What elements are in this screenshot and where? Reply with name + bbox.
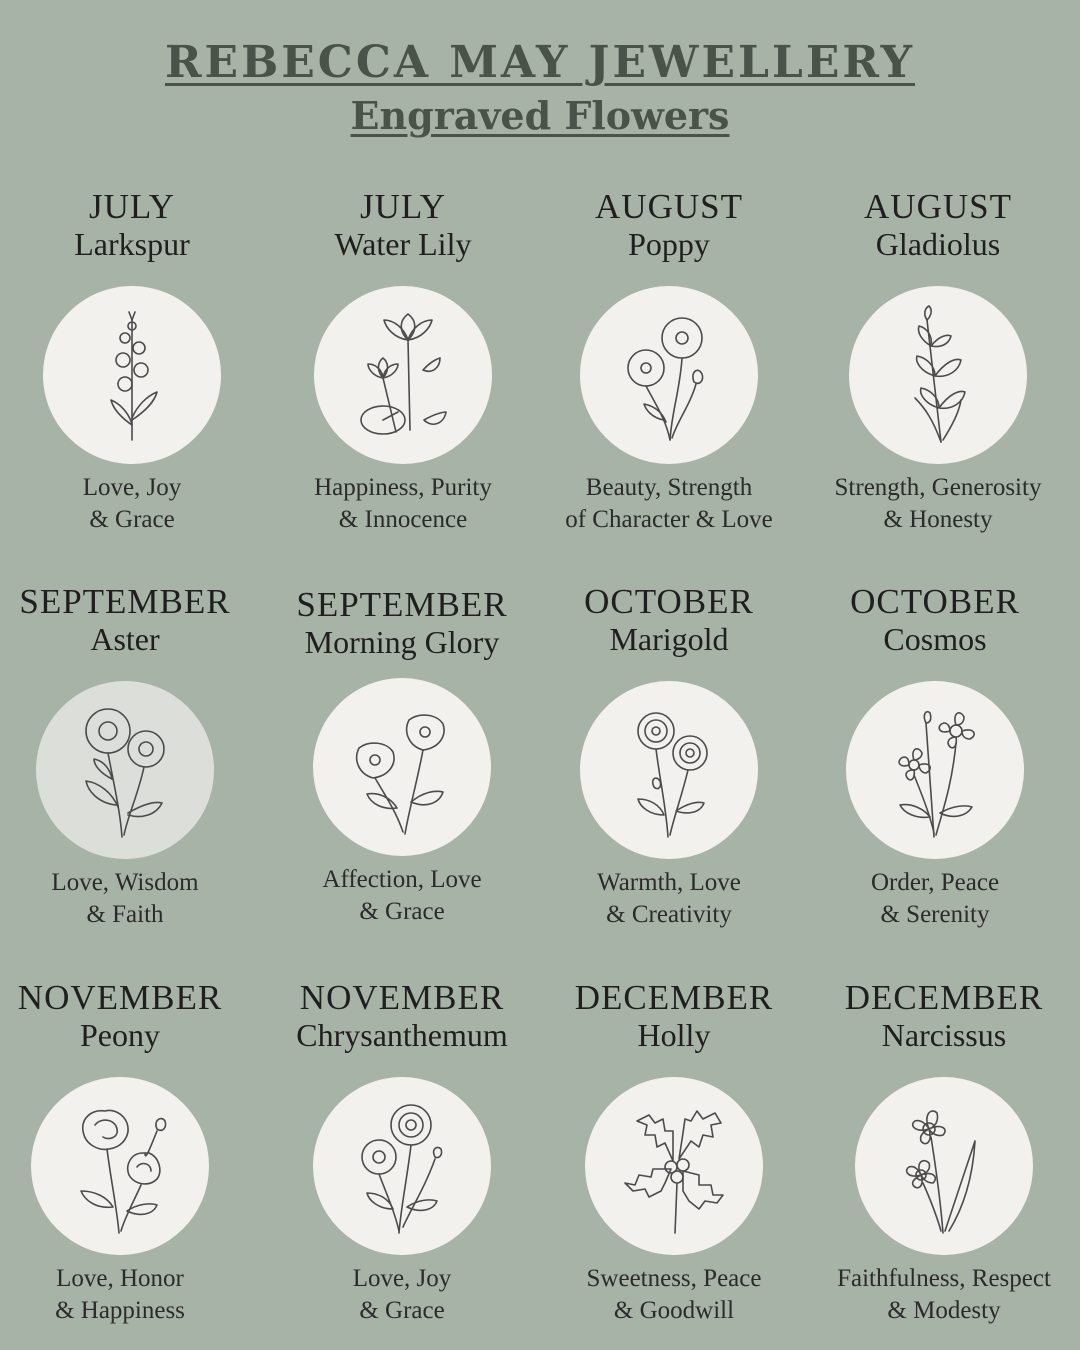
flower-card-cosmos — [805, 583, 1065, 931]
meaning-line-1: Faithfulness, Respect — [837, 1265, 1051, 1292]
meaning-line-1: Happiness, Purity — [314, 474, 492, 501]
month-label: NOVEMBER — [17, 978, 223, 1017]
poppy-icon — [594, 300, 744, 450]
flower-disc — [313, 1077, 491, 1255]
meaning-line-2: & Innocence — [338, 506, 468, 533]
month-label: JULY — [359, 187, 447, 226]
meaning-line-2: & Grace — [359, 1297, 445, 1324]
month-label: SEPTEMBER — [296, 585, 508, 624]
meaning-line-1: Beauty, Strength — [585, 474, 753, 501]
flower-meaning — [808, 472, 1068, 536]
month-label: SEPTEMBER — [19, 582, 231, 621]
month-label: DECEMBER — [844, 978, 1044, 1017]
flower-card-morning-glory — [272, 586, 532, 928]
flower-name: Aster — [90, 621, 160, 657]
flower-meaning — [0, 1263, 250, 1327]
flower-name: Morning Glory — [304, 624, 500, 660]
flower-disc — [846, 681, 1024, 859]
flower-meaning — [273, 472, 533, 536]
flower-disc — [849, 286, 1027, 464]
larkspur-icon — [57, 300, 207, 450]
cosmos-icon — [860, 695, 1010, 845]
chrysanthemum-icon — [327, 1091, 477, 1241]
flower-disc — [314, 286, 492, 464]
flower-meaning — [544, 1263, 804, 1327]
flower-disc — [580, 286, 758, 464]
flower-disc — [31, 1077, 209, 1255]
month-label: OCTOBER — [850, 582, 1020, 621]
peony-icon — [45, 1091, 195, 1241]
flower-meaning — [814, 1263, 1074, 1327]
marigold-icon — [594, 695, 744, 845]
aster-icon — [50, 695, 200, 845]
flower-name: Cosmos — [883, 621, 987, 657]
flower-card-aster — [0, 583, 255, 931]
meaning-line-2: & Happiness — [55, 1297, 185, 1324]
month-label: JULY — [88, 187, 176, 226]
flower-meaning — [539, 472, 799, 536]
meaning-line-2: & Serenity — [880, 901, 990, 928]
meaning-line-1: Love, Joy — [82, 474, 182, 501]
meaning-line-1: Sweetness, Peace — [586, 1265, 762, 1292]
page-subtitle: Engraved Flowers — [350, 93, 730, 138]
meaning-line-2: & Modesty — [887, 1297, 1001, 1324]
meaning-line-2: of Character & Love — [565, 506, 773, 533]
meaning-line-2: & Grace — [359, 898, 445, 925]
flower-disc — [855, 1077, 1033, 1255]
flower-card-marigold — [539, 583, 799, 931]
month-label: DECEMBER — [574, 978, 774, 1017]
flower-card-chrysanthemum — [272, 979, 532, 1327]
flower-meaning — [805, 867, 1065, 931]
flower-name: Larkspur — [74, 226, 190, 262]
meaning-line-1: Affection, Love — [322, 866, 482, 893]
meaning-line-2: & Faith — [86, 901, 164, 928]
month-label: AUGUST — [595, 187, 743, 226]
flower-card-holly — [544, 979, 804, 1327]
water-lily-icon — [328, 300, 478, 450]
meaning-line-1: Warmth, Love — [597, 869, 741, 896]
flower-card-gladiolus — [808, 188, 1068, 536]
flower-name: Peony — [80, 1017, 160, 1053]
holly-icon — [599, 1091, 749, 1241]
meaning-line-2: & Creativity — [606, 901, 732, 928]
flower-name: Water Lily — [334, 226, 472, 262]
header — [0, 38, 1080, 140]
flower-disc — [580, 681, 758, 859]
meaning-line-1: Order, Peace — [870, 869, 1000, 896]
narcissus-icon — [869, 1091, 1019, 1241]
meaning-line-1: Love, Honor — [56, 1265, 184, 1292]
flower-name: Holly — [637, 1017, 711, 1053]
morning-glory-icon — [327, 692, 477, 842]
meaning-line-1: Love, Joy — [352, 1265, 452, 1292]
brand-title: REBECCA MAY JEWELLERY — [164, 37, 916, 88]
flower-disc — [43, 286, 221, 464]
flower-name: Chrysanthemum — [296, 1017, 508, 1053]
flower-name: Gladiolus — [875, 226, 1001, 262]
flower-name: Marigold — [609, 621, 729, 657]
flower-card-narcissus — [814, 979, 1074, 1327]
meaning-line-2: & Goodwill — [613, 1297, 735, 1324]
flower-meaning — [0, 867, 255, 931]
meaning-line-2: & Honesty — [883, 506, 993, 533]
month-label: AUGUST — [864, 187, 1012, 226]
flower-meaning — [272, 1263, 532, 1327]
meaning-line-1: Strength, Generosity — [834, 474, 1042, 501]
meaning-line-1: Love, Wisdom — [51, 869, 199, 896]
flower-card-poppy — [539, 188, 799, 536]
flower-disc — [313, 678, 491, 856]
flower-disc — [585, 1077, 763, 1255]
gladiolus-icon — [863, 300, 1013, 450]
flower-disc — [36, 681, 214, 859]
flower-name: Narcissus — [881, 1017, 1007, 1053]
meaning-line-2: & Grace — [89, 506, 175, 533]
flower-meaning — [539, 867, 799, 931]
flower-card-larkspur — [2, 188, 262, 536]
month-label: NOVEMBER — [299, 978, 505, 1017]
flower-card-peony — [0, 979, 250, 1327]
flower-name: Poppy — [628, 226, 710, 262]
month-label: OCTOBER — [584, 582, 754, 621]
flower-card-water-lily — [273, 188, 533, 536]
flower-meaning — [2, 472, 262, 536]
flower-meaning — [272, 864, 532, 928]
